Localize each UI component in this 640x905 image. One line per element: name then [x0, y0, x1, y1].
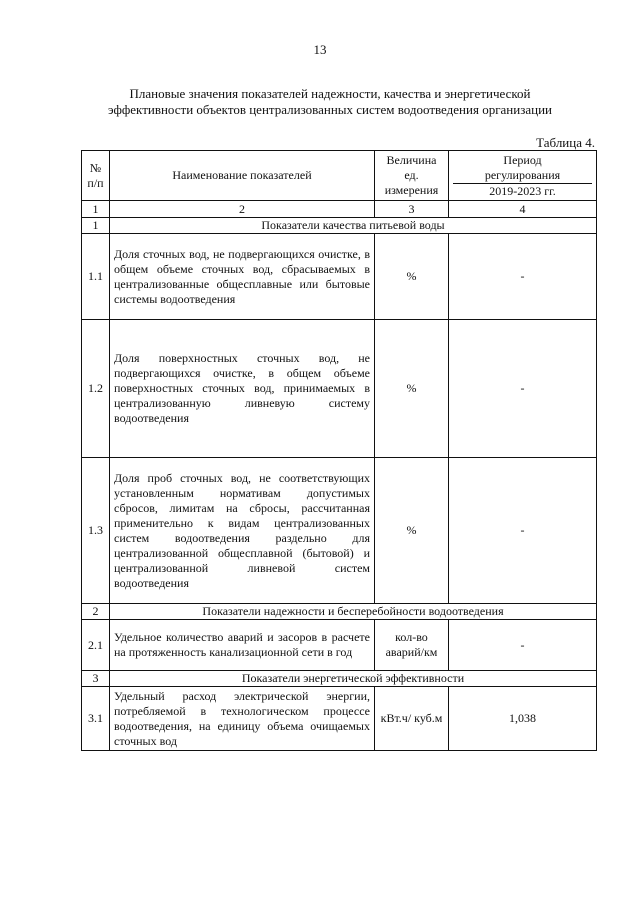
title-line-1: Плановые значения показателей надежности, качества и энергетической: [129, 86, 531, 101]
section-number: 3: [82, 671, 110, 687]
header-unit: Величина ед. измерения: [375, 151, 449, 201]
indicator-value: -: [449, 234, 597, 320]
document-title: [60, 86, 600, 118]
indicator-row: [82, 234, 597, 320]
indicator-number: 1.2: [82, 320, 110, 458]
indicator-row: [82, 687, 597, 751]
page-number: 13: [313, 42, 327, 57]
section-row: [82, 218, 597, 234]
indicator-unit: %: [375, 320, 449, 458]
indicator-value: -: [449, 620, 597, 671]
indicator-unit: %: [375, 234, 449, 320]
indicator-row: [82, 458, 597, 604]
indicator-unit: кол-во аварий/км: [375, 620, 449, 671]
table-caption: Таблица 4.: [536, 135, 595, 150]
header-period-line2: регулирования: [484, 167, 561, 182]
header-period: [449, 151, 597, 201]
header-name: Наименование показателей: [110, 151, 375, 201]
indicator-number: 2.1: [82, 620, 110, 671]
header-num: № п/п: [82, 151, 110, 201]
column-number-4: 4: [449, 201, 597, 218]
column-numbers-row: [82, 201, 597, 218]
column-number-1: 1: [82, 201, 110, 218]
section-number: 2: [82, 604, 110, 620]
indicators-table: [81, 150, 597, 751]
header-period-line1: Период: [503, 152, 542, 167]
section-title: Показатели энергетической эффективности: [110, 671, 597, 687]
indicator-name: Удельное количество аварий и засоров в расчете на протяженность канализационной сети в год: [110, 620, 375, 671]
column-number-3: 3: [375, 201, 449, 218]
indicator-unit: %: [375, 458, 449, 604]
indicator-name: Удельный расход электрической энергии, потребляемой в технологическом процессе водоотведения, на единицу объема очищаемых сточных вод: [110, 687, 375, 751]
indicator-value: -: [449, 320, 597, 458]
section-title: Показатели надежности и бесперебойности водоотведения: [110, 604, 597, 620]
header-period-years: 2019-2023 гг.: [453, 183, 592, 199]
indicator-number: 1.3: [82, 458, 110, 604]
indicator-name: Доля проб сточных вод, не соответствующих установленным нормативам допустимых сбросов, лимитам на сбросы, рассчитанная применительно к видам централизованных систем водоотведения раздельно для централизованной общесплавной (бытовой) и централизованной ливневой систем водоотведения: [110, 458, 375, 604]
indicator-row: [82, 320, 597, 458]
section-row: [82, 604, 597, 620]
section-number: 1: [82, 218, 110, 234]
column-number-2: 2: [110, 201, 375, 218]
section-row: [82, 671, 597, 687]
indicator-number: 1.1: [82, 234, 110, 320]
indicator-name: Доля поверхностных сточных вод, не подвергающихся очистке, в общем объеме поверхностных сточных вод, принимаемых в централизованную ливневую систему водоотведения: [110, 320, 375, 458]
title-line-2: эффективности объектов централизованных систем водоотведения организации: [108, 102, 552, 117]
indicator-name: Доля сточных вод, не подвергающихся очистке, в общем объеме сточных вод, сбрасываемых в централизованные общесплавные или бытовые системы водоотведения: [110, 234, 375, 320]
header-row: [82, 151, 597, 201]
indicator-value: 1,038: [449, 687, 597, 751]
indicator-row: [82, 620, 597, 671]
indicator-unit: кВт.ч/ куб.м: [375, 687, 449, 751]
section-title: Показатели качества питьевой воды: [110, 218, 597, 234]
indicators-table-body: [82, 151, 597, 751]
indicator-value: -: [449, 458, 597, 604]
indicator-number: 3.1: [82, 687, 110, 751]
